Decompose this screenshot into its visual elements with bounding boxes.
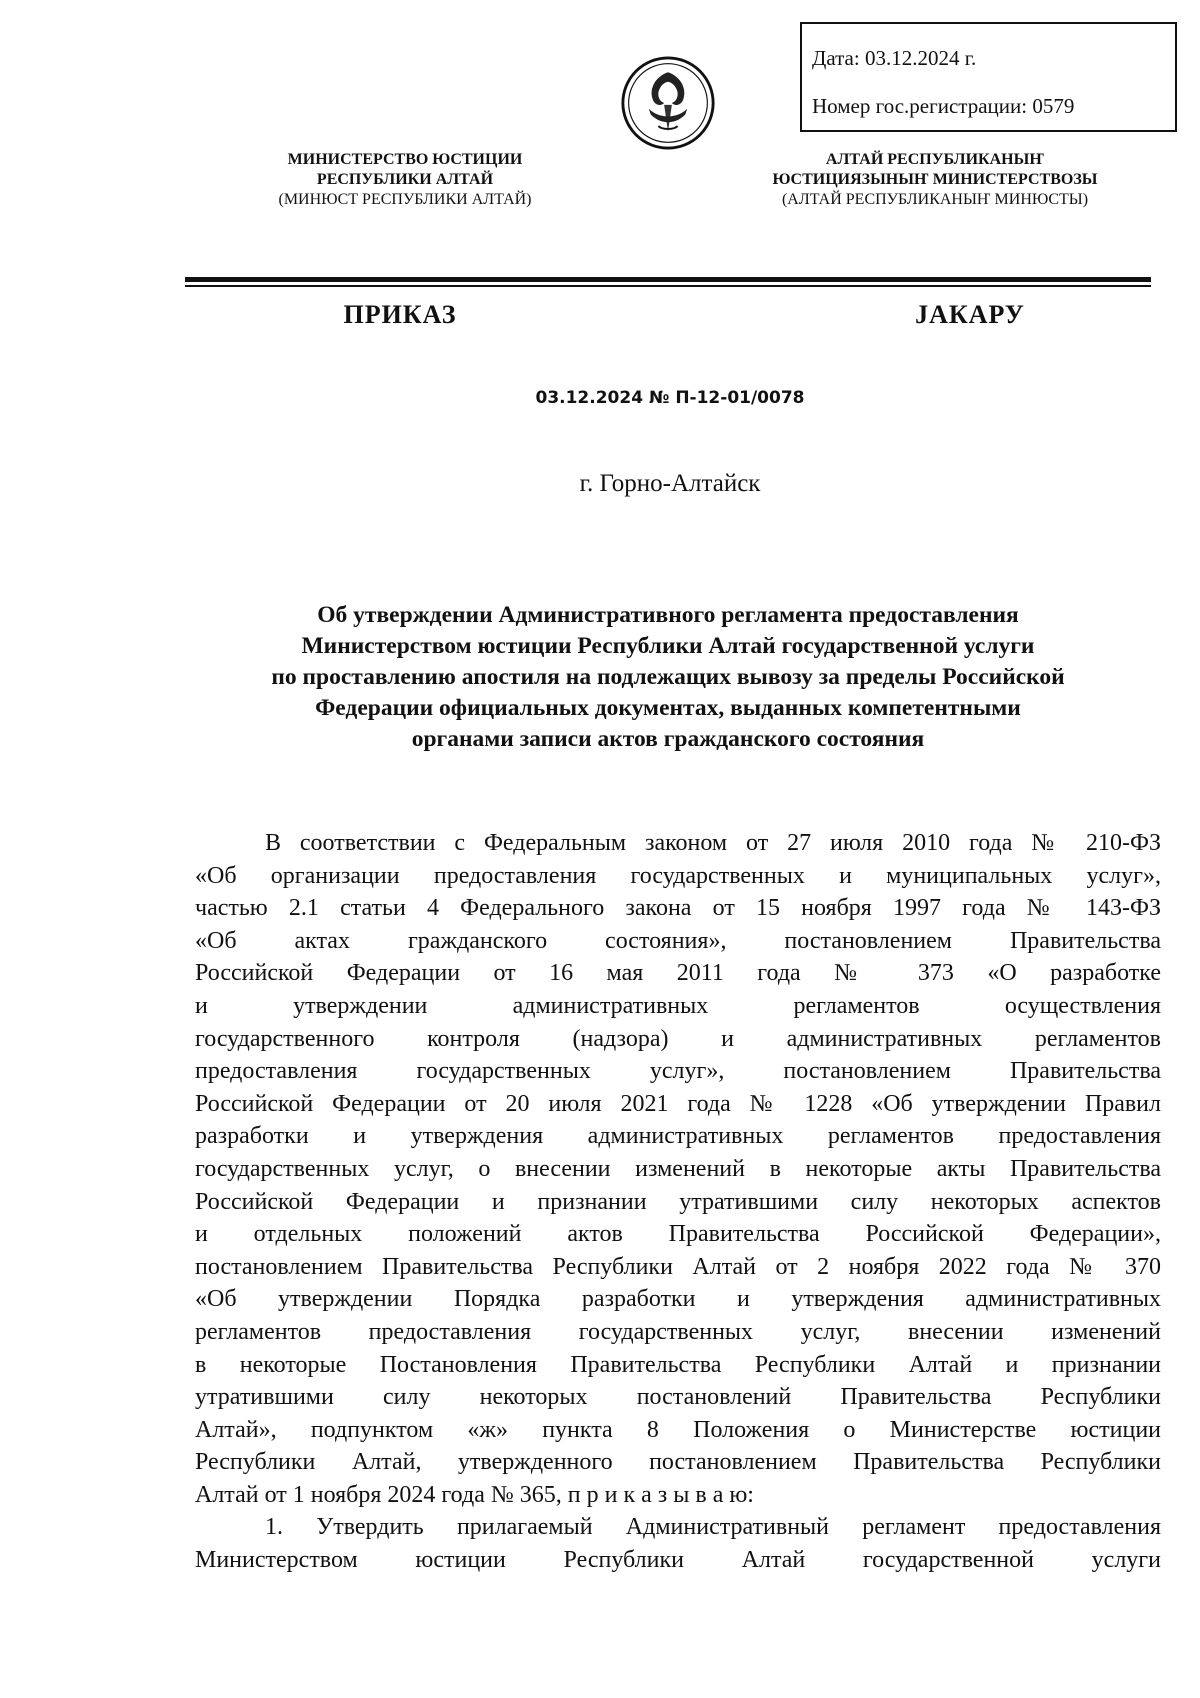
body-line: «Об организации предоставления государственных и муниципальных услуг»,	[195, 862, 1161, 889]
body-line: В соответствии с Федеральным законом от 27 июля 2010 года № 210-ФЗ	[265, 830, 1161, 856]
registration-date-value: 03.12.2024 г.	[864, 46, 977, 70]
order-number: 03.12.2024 № П-12-01/0078	[535, 388, 805, 408]
body-line: государственных услуг, о внесении изменений в некоторые акты Правительства	[195, 1155, 1161, 1182]
body-line: Российской Федерации от 20 июля 2021 года № 1228 «Об утверждении Правил	[195, 1090, 1161, 1117]
body-line: государственного контроля (надзора) и административных регламентов	[195, 1025, 1161, 1052]
ministry-name-ru-line2: РЕСПУБЛИКИ АЛТАЙ	[316, 171, 494, 188]
ministry-name-ru-line3: (МИНЮСТ РЕСПУБЛИКИ АЛТАЙ)	[278, 191, 532, 208]
order-city: г. Горно-Алтайск	[579, 470, 761, 497]
document-title-line: органами записи актов гражданского состояния	[411, 726, 925, 752]
body-line: Алтай от 1 ноября 2024 года № 365, п р и к а з ы в а ю:	[195, 1481, 754, 1508]
ministry-name-ru-line1: МИНИСТЕРСТВО ЮСТИЦИИ	[287, 151, 523, 168]
document-body	[195, 827, 1161, 1577]
header-divider-thick	[185, 277, 1151, 282]
ministry-name-alt-line1: АЛТАЙ РЕСПУБЛИКАНЫҤ	[825, 151, 1045, 168]
document-title	[185, 600, 1151, 755]
body-line: и отдельных положений актов Правительства Российской Федерации»,	[195, 1221, 1161, 1248]
registration-stamp-box	[800, 22, 1177, 132]
body-line: «Об утверждении Порядка разработки и утверждения административных	[195, 1286, 1161, 1313]
body-line: и утверждении административных регламентов осуществления	[195, 992, 1161, 1019]
body-line: частью 2.1 статьи 4 Федерального закона от 15 ноября 1997 года № 143-ФЗ	[195, 895, 1161, 922]
body-line: Республики Алтай, утвержденного постановлением Правительства Республики	[195, 1449, 1161, 1476]
document-title-line: по проставлению апостиля на подлежащих вывозу за пределы Российской	[271, 664, 1065, 690]
body-line: предоставления государственных услуг», постановлением Правительства	[195, 1058, 1161, 1085]
body-line: разработки и утверждения административных регламентов предоставления	[195, 1123, 1161, 1150]
ministry-name-alt-line2: ЮСТИЦИЯЗЫНЫҤ МИНИСТЕРСТВОЗЫ	[772, 171, 1098, 188]
body-line: утратившими силу некоторых постановлений Правительства Республики	[195, 1384, 1161, 1411]
registration-number-label: Номер гос.регистрации:	[812, 94, 1028, 118]
registration-number-line	[812, 94, 1074, 119]
order-title-russian: ПРИКАЗ	[343, 300, 457, 329]
body-line: «Об актах гражданского состояния», постановлением Правительства	[195, 927, 1161, 954]
body-line: Министерством юстиции Республики Алтай государственной услуги	[195, 1547, 1161, 1574]
ministry-name-altai	[740, 150, 1130, 210]
body-line: 1. Утвердить прилагаемый Административный регламент предоставления	[265, 1514, 1161, 1541]
registration-date-line	[812, 46, 976, 71]
coat-of-arms-icon	[620, 55, 716, 151]
body-line: регламентов предоставления государственных услуг, внесении изменений	[195, 1318, 1161, 1345]
body-line: Российской Федерации от 16 мая 2011 года № 373 «О разработке	[195, 960, 1161, 987]
registration-date-label: Дата:	[812, 46, 860, 70]
header-divider-thin	[185, 285, 1151, 287]
body-line: постановлением Правительства Республики Алтай от 2 ноября 2022 года № 370	[195, 1253, 1161, 1280]
document-title-line: Министерством юстиции Республики Алтай государственной услуги	[301, 633, 1035, 659]
document-title-line: Об утверждении Административного регламента предоставления	[317, 602, 1019, 628]
ministry-name-russian	[230, 150, 580, 210]
ministry-name-alt-line3: (АЛТАЙ РЕСПУБЛИКАНЫҤ МИНЮСТЫ)	[781, 191, 1089, 208]
document-title-line: Федерации официальных документах, выданных компетентными	[315, 695, 1021, 721]
body-line: Алтай», подпунктом «ж» пункта 8 Положения о Министерстве юстиции	[195, 1416, 1161, 1443]
body-line: Российской Федерации и признании утратившими силу некоторых аспектов	[195, 1188, 1161, 1215]
registration-number-value: 0579	[1032, 94, 1075, 118]
order-title-altai: JАКАРУ	[915, 300, 1025, 329]
body-line: в некоторые Постановления Правительства Республики Алтай и признании	[195, 1351, 1161, 1378]
